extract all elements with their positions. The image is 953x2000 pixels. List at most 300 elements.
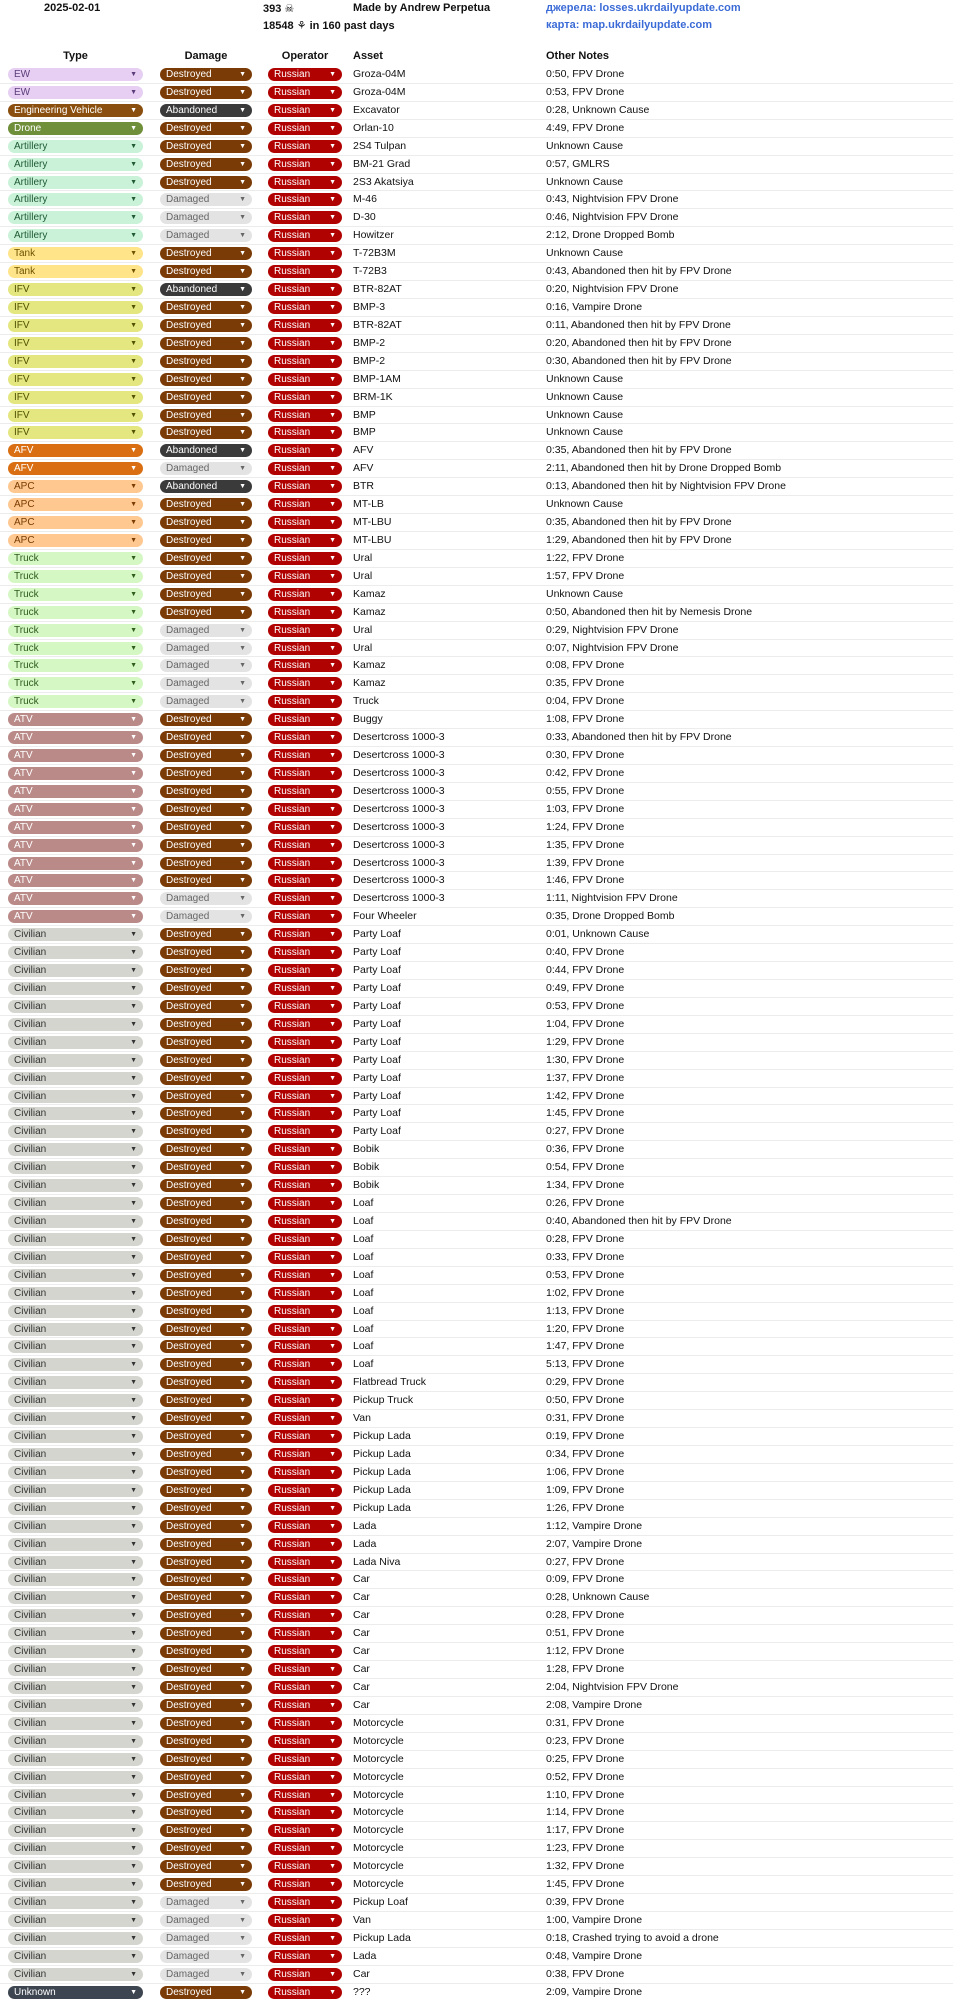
- type-dropdown[interactable]: [8, 695, 143, 708]
- damage-dropdown[interactable]: [160, 1466, 252, 1479]
- type-dropdown[interactable]: [8, 158, 143, 171]
- damage-dropdown[interactable]: [160, 337, 252, 350]
- operator-dropdown[interactable]: [268, 158, 342, 171]
- damage-dropdown[interactable]: [160, 1842, 252, 1855]
- operator-dropdown[interactable]: [268, 982, 342, 995]
- operator-dropdown[interactable]: [268, 892, 342, 905]
- type-dropdown[interactable]: [8, 1448, 143, 1461]
- damage-dropdown[interactable]: [160, 839, 252, 852]
- operator-dropdown[interactable]: [268, 319, 342, 332]
- operator-dropdown[interactable]: [268, 1143, 342, 1156]
- operator-dropdown[interactable]: [268, 498, 342, 511]
- damage-dropdown[interactable]: [160, 606, 252, 619]
- operator-dropdown[interactable]: [268, 1072, 342, 1085]
- damage-dropdown[interactable]: [160, 1448, 252, 1461]
- type-dropdown[interactable]: [8, 355, 143, 368]
- operator-dropdown[interactable]: [268, 193, 342, 206]
- operator-dropdown[interactable]: [268, 1107, 342, 1120]
- operator-dropdown[interactable]: [268, 1986, 342, 1999]
- damage-dropdown[interactable]: [160, 1269, 252, 1282]
- type-dropdown[interactable]: [8, 1627, 143, 1640]
- damage-dropdown[interactable]: [160, 1538, 252, 1551]
- operator-dropdown[interactable]: [268, 1556, 342, 1569]
- damage-dropdown[interactable]: [160, 1735, 252, 1748]
- type-dropdown[interactable]: [8, 642, 143, 655]
- damage-dropdown[interactable]: [160, 247, 252, 260]
- type-dropdown[interactable]: [8, 874, 143, 887]
- operator-dropdown[interactable]: [268, 1950, 342, 1963]
- type-dropdown[interactable]: [8, 265, 143, 278]
- operator-dropdown[interactable]: [268, 1269, 342, 1282]
- type-dropdown[interactable]: [8, 1556, 143, 1569]
- damage-dropdown[interactable]: [160, 928, 252, 941]
- operator-dropdown[interactable]: [268, 122, 342, 135]
- type-dropdown[interactable]: [8, 176, 143, 189]
- type-dropdown[interactable]: [8, 839, 143, 852]
- operator-dropdown[interactable]: [268, 785, 342, 798]
- damage-dropdown[interactable]: [160, 265, 252, 278]
- damage-dropdown[interactable]: [160, 1824, 252, 1837]
- type-dropdown[interactable]: [8, 1609, 143, 1622]
- type-dropdown[interactable]: [8, 821, 143, 834]
- operator-dropdown[interactable]: [268, 677, 342, 690]
- damage-dropdown[interactable]: [160, 1860, 252, 1873]
- operator-dropdown[interactable]: [268, 964, 342, 977]
- damage-dropdown[interactable]: [160, 731, 252, 744]
- type-dropdown[interactable]: [8, 749, 143, 762]
- damage-dropdown[interactable]: [160, 1699, 252, 1712]
- damage-dropdown[interactable]: [160, 1018, 252, 1031]
- type-dropdown[interactable]: [8, 1484, 143, 1497]
- operator-dropdown[interactable]: [268, 1215, 342, 1228]
- operator-dropdown[interactable]: [268, 1860, 342, 1873]
- damage-dropdown[interactable]: [160, 1161, 252, 1174]
- operator-dropdown[interactable]: [268, 1448, 342, 1461]
- type-dropdown[interactable]: [8, 785, 143, 798]
- damage-dropdown[interactable]: [160, 122, 252, 135]
- operator-dropdown[interactable]: [268, 552, 342, 565]
- damage-dropdown[interactable]: [160, 193, 252, 206]
- operator-dropdown[interactable]: [268, 373, 342, 386]
- operator-dropdown[interactable]: [268, 534, 342, 547]
- type-dropdown[interactable]: [8, 1753, 143, 1766]
- type-dropdown[interactable]: [8, 337, 143, 350]
- damage-dropdown[interactable]: [160, 1179, 252, 1192]
- type-dropdown[interactable]: [8, 1466, 143, 1479]
- operator-dropdown[interactable]: [268, 140, 342, 153]
- type-dropdown[interactable]: [8, 1054, 143, 1067]
- type-dropdown[interactable]: [8, 1645, 143, 1658]
- type-dropdown[interactable]: [8, 1860, 143, 1873]
- type-dropdown[interactable]: [8, 928, 143, 941]
- damage-dropdown[interactable]: [160, 964, 252, 977]
- damage-dropdown[interactable]: [160, 1914, 252, 1927]
- operator-dropdown[interactable]: [268, 86, 342, 99]
- operator-dropdown[interactable]: [268, 1197, 342, 1210]
- damage-dropdown[interactable]: [160, 1412, 252, 1425]
- damage-dropdown[interactable]: [160, 1502, 252, 1515]
- type-dropdown[interactable]: [8, 1806, 143, 1819]
- operator-dropdown[interactable]: [268, 229, 342, 242]
- operator-dropdown[interactable]: [268, 1824, 342, 1837]
- damage-dropdown[interactable]: [160, 1233, 252, 1246]
- operator-dropdown[interactable]: [268, 1502, 342, 1515]
- damage-dropdown[interactable]: [160, 1663, 252, 1676]
- type-dropdown[interactable]: [8, 68, 143, 81]
- damage-dropdown[interactable]: [160, 1376, 252, 1389]
- damage-dropdown[interactable]: [160, 158, 252, 171]
- type-dropdown[interactable]: [8, 140, 143, 153]
- type-dropdown[interactable]: [8, 624, 143, 637]
- damage-dropdown[interactable]: [160, 355, 252, 368]
- operator-dropdown[interactable]: [268, 104, 342, 117]
- damage-dropdown[interactable]: [160, 1090, 252, 1103]
- type-dropdown[interactable]: [8, 1161, 143, 1174]
- damage-dropdown[interactable]: [160, 1484, 252, 1497]
- operator-dropdown[interactable]: [268, 1932, 342, 1945]
- operator-dropdown[interactable]: [268, 946, 342, 959]
- damage-dropdown[interactable]: [160, 480, 252, 493]
- type-dropdown[interactable]: [8, 1143, 143, 1156]
- type-dropdown[interactable]: [8, 1340, 143, 1353]
- type-dropdown[interactable]: [8, 1090, 143, 1103]
- operator-dropdown[interactable]: [268, 857, 342, 870]
- operator-dropdown[interactable]: [268, 337, 342, 350]
- type-dropdown[interactable]: [8, 1681, 143, 1694]
- operator-dropdown[interactable]: [268, 247, 342, 260]
- damage-dropdown[interactable]: [160, 1394, 252, 1407]
- type-dropdown[interactable]: [8, 1914, 143, 1927]
- type-dropdown[interactable]: [8, 462, 143, 475]
- type-dropdown[interactable]: [8, 1358, 143, 1371]
- damage-dropdown[interactable]: [160, 1072, 252, 1085]
- type-dropdown[interactable]: [8, 982, 143, 995]
- type-dropdown[interactable]: [8, 1573, 143, 1586]
- operator-dropdown[interactable]: [268, 1090, 342, 1103]
- type-dropdown[interactable]: [8, 1520, 143, 1533]
- damage-dropdown[interactable]: [160, 1986, 252, 1999]
- operator-dropdown[interactable]: [268, 1484, 342, 1497]
- operator-dropdown[interactable]: [268, 1627, 342, 1640]
- type-dropdown[interactable]: [8, 1179, 143, 1192]
- type-dropdown[interactable]: [8, 964, 143, 977]
- type-dropdown[interactable]: [8, 1287, 143, 1300]
- type-dropdown[interactable]: [8, 1896, 143, 1909]
- damage-dropdown[interactable]: [160, 1305, 252, 1318]
- operator-dropdown[interactable]: [268, 1896, 342, 1909]
- operator-dropdown[interactable]: [268, 462, 342, 475]
- type-dropdown[interactable]: [8, 1036, 143, 1049]
- operator-dropdown[interactable]: [268, 1000, 342, 1013]
- type-dropdown[interactable]: [8, 1251, 143, 1264]
- type-dropdown[interactable]: [8, 373, 143, 386]
- damage-dropdown[interactable]: [160, 1107, 252, 1120]
- operator-dropdown[interactable]: [268, 642, 342, 655]
- damage-dropdown[interactable]: [160, 498, 252, 511]
- damage-dropdown[interactable]: [160, 462, 252, 475]
- type-dropdown[interactable]: [8, 1269, 143, 1282]
- type-dropdown[interactable]: [8, 1771, 143, 1784]
- operator-dropdown[interactable]: [268, 1305, 342, 1318]
- damage-dropdown[interactable]: [160, 1932, 252, 1945]
- operator-dropdown[interactable]: [268, 1753, 342, 1766]
- operator-dropdown[interactable]: [268, 928, 342, 941]
- operator-dropdown[interactable]: [268, 265, 342, 278]
- operator-dropdown[interactable]: [268, 1394, 342, 1407]
- operator-dropdown[interactable]: [268, 1735, 342, 1748]
- operator-dropdown[interactable]: [268, 1717, 342, 1730]
- map-link[interactable]: карта: map.ukrdailyupdate.com: [546, 19, 713, 31]
- damage-dropdown[interactable]: [160, 1573, 252, 1586]
- operator-dropdown[interactable]: [268, 803, 342, 816]
- damage-dropdown[interactable]: [160, 785, 252, 798]
- damage-dropdown[interactable]: [160, 1950, 252, 1963]
- damage-dropdown[interactable]: [160, 1520, 252, 1533]
- operator-dropdown[interactable]: [268, 749, 342, 762]
- damage-dropdown[interactable]: [160, 283, 252, 296]
- damage-dropdown[interactable]: [160, 1627, 252, 1640]
- operator-dropdown[interactable]: [268, 1609, 342, 1622]
- damage-dropdown[interactable]: [160, 1215, 252, 1228]
- type-dropdown[interactable]: [8, 211, 143, 224]
- operator-dropdown[interactable]: [268, 695, 342, 708]
- operator-dropdown[interactable]: [268, 570, 342, 583]
- type-dropdown[interactable]: [8, 910, 143, 923]
- damage-dropdown[interactable]: [160, 1771, 252, 1784]
- type-dropdown[interactable]: [8, 480, 143, 493]
- damage-dropdown[interactable]: [160, 910, 252, 923]
- type-dropdown[interactable]: [8, 1430, 143, 1443]
- damage-dropdown[interactable]: [160, 1197, 252, 1210]
- type-dropdown[interactable]: [8, 803, 143, 816]
- type-dropdown[interactable]: [8, 1233, 143, 1246]
- type-dropdown[interactable]: [8, 552, 143, 565]
- operator-dropdown[interactable]: [268, 1251, 342, 1264]
- type-dropdown[interactable]: [8, 391, 143, 404]
- damage-dropdown[interactable]: [160, 874, 252, 887]
- operator-dropdown[interactable]: [268, 1968, 342, 1981]
- damage-dropdown[interactable]: [160, 803, 252, 816]
- operator-dropdown[interactable]: [268, 1681, 342, 1694]
- operator-dropdown[interactable]: [268, 1233, 342, 1246]
- operator-dropdown[interactable]: [268, 176, 342, 189]
- damage-dropdown[interactable]: [160, 713, 252, 726]
- operator-dropdown[interactable]: [268, 624, 342, 637]
- type-dropdown[interactable]: [8, 1699, 143, 1712]
- operator-dropdown[interactable]: [268, 1376, 342, 1389]
- type-dropdown[interactable]: [8, 713, 143, 726]
- operator-dropdown[interactable]: [268, 821, 342, 834]
- operator-dropdown[interactable]: [268, 1340, 342, 1353]
- damage-dropdown[interactable]: [160, 1878, 252, 1891]
- type-dropdown[interactable]: [8, 1376, 143, 1389]
- type-dropdown[interactable]: [8, 1950, 143, 1963]
- operator-dropdown[interactable]: [268, 713, 342, 726]
- damage-dropdown[interactable]: [160, 1323, 252, 1336]
- type-dropdown[interactable]: [8, 86, 143, 99]
- type-dropdown[interactable]: [8, 1072, 143, 1085]
- damage-dropdown[interactable]: [160, 229, 252, 242]
- type-dropdown[interactable]: [8, 1789, 143, 1802]
- damage-dropdown[interactable]: [160, 391, 252, 404]
- type-dropdown[interactable]: [8, 1394, 143, 1407]
- type-dropdown[interactable]: [8, 1735, 143, 1748]
- damage-dropdown[interactable]: [160, 892, 252, 905]
- damage-dropdown[interactable]: [160, 104, 252, 117]
- operator-dropdown[interactable]: [268, 1018, 342, 1031]
- operator-dropdown[interactable]: [268, 301, 342, 314]
- operator-dropdown[interactable]: [268, 1125, 342, 1138]
- damage-dropdown[interactable]: [160, 767, 252, 780]
- type-dropdown[interactable]: [8, 1215, 143, 1228]
- damage-dropdown[interactable]: [160, 1143, 252, 1156]
- damage-dropdown[interactable]: [160, 821, 252, 834]
- operator-dropdown[interactable]: [268, 283, 342, 296]
- operator-dropdown[interactable]: [268, 1789, 342, 1802]
- damage-dropdown[interactable]: [160, 1896, 252, 1909]
- type-dropdown[interactable]: [8, 1663, 143, 1676]
- operator-dropdown[interactable]: [268, 1914, 342, 1927]
- damage-dropdown[interactable]: [160, 301, 252, 314]
- operator-dropdown[interactable]: [268, 1036, 342, 1049]
- damage-dropdown[interactable]: [160, 642, 252, 655]
- operator-dropdown[interactable]: [268, 1591, 342, 1604]
- operator-dropdown[interactable]: [268, 409, 342, 422]
- damage-dropdown[interactable]: [160, 570, 252, 583]
- damage-dropdown[interactable]: [160, 1430, 252, 1443]
- operator-dropdown[interactable]: [268, 1323, 342, 1336]
- type-dropdown[interactable]: [8, 193, 143, 206]
- type-dropdown[interactable]: [8, 1538, 143, 1551]
- operator-dropdown[interactable]: [268, 1842, 342, 1855]
- damage-dropdown[interactable]: [160, 1591, 252, 1604]
- operator-dropdown[interactable]: [268, 1466, 342, 1479]
- damage-dropdown[interactable]: [160, 140, 252, 153]
- damage-dropdown[interactable]: [160, 946, 252, 959]
- type-dropdown[interactable]: [8, 301, 143, 314]
- type-dropdown[interactable]: [8, 659, 143, 672]
- type-dropdown[interactable]: [8, 409, 143, 422]
- type-dropdown[interactable]: [8, 1305, 143, 1318]
- operator-dropdown[interactable]: [268, 1412, 342, 1425]
- damage-dropdown[interactable]: [160, 552, 252, 565]
- damage-dropdown[interactable]: [160, 1556, 252, 1569]
- damage-dropdown[interactable]: [160, 211, 252, 224]
- type-dropdown[interactable]: [8, 534, 143, 547]
- operator-dropdown[interactable]: [268, 1806, 342, 1819]
- type-dropdown[interactable]: [8, 229, 143, 242]
- operator-dropdown[interactable]: [268, 1179, 342, 1192]
- operator-dropdown[interactable]: [268, 1358, 342, 1371]
- damage-dropdown[interactable]: [160, 1681, 252, 1694]
- damage-dropdown[interactable]: [160, 444, 252, 457]
- damage-dropdown[interactable]: [160, 857, 252, 870]
- sources-link[interactable]: джерела: losses.ukrdailyupdate.com: [546, 2, 741, 14]
- operator-dropdown[interactable]: [268, 731, 342, 744]
- damage-dropdown[interactable]: [160, 1036, 252, 1049]
- damage-dropdown[interactable]: [160, 1789, 252, 1802]
- type-dropdown[interactable]: [8, 283, 143, 296]
- type-dropdown[interactable]: [8, 731, 143, 744]
- type-dropdown[interactable]: [8, 857, 143, 870]
- type-dropdown[interactable]: [8, 247, 143, 260]
- type-dropdown[interactable]: [8, 104, 143, 117]
- type-dropdown[interactable]: [8, 570, 143, 583]
- type-dropdown[interactable]: [8, 1932, 143, 1945]
- operator-dropdown[interactable]: [268, 1054, 342, 1067]
- operator-dropdown[interactable]: [268, 1287, 342, 1300]
- type-dropdown[interactable]: [8, 588, 143, 601]
- damage-dropdown[interactable]: [160, 1125, 252, 1138]
- operator-dropdown[interactable]: [268, 767, 342, 780]
- operator-dropdown[interactable]: [268, 1161, 342, 1174]
- operator-dropdown[interactable]: [268, 211, 342, 224]
- type-dropdown[interactable]: [8, 1878, 143, 1891]
- type-dropdown[interactable]: [8, 444, 143, 457]
- type-dropdown[interactable]: [8, 1842, 143, 1855]
- damage-dropdown[interactable]: [160, 1340, 252, 1353]
- type-dropdown[interactable]: [8, 1323, 143, 1336]
- type-dropdown[interactable]: [8, 1968, 143, 1981]
- type-dropdown[interactable]: [8, 426, 143, 439]
- damage-dropdown[interactable]: [160, 624, 252, 637]
- type-dropdown[interactable]: [8, 1591, 143, 1604]
- damage-dropdown[interactable]: [160, 1287, 252, 1300]
- damage-dropdown[interactable]: [160, 659, 252, 672]
- damage-dropdown[interactable]: [160, 1753, 252, 1766]
- type-dropdown[interactable]: [8, 516, 143, 529]
- damage-dropdown[interactable]: [160, 1054, 252, 1067]
- damage-dropdown[interactable]: [160, 86, 252, 99]
- operator-dropdown[interactable]: [268, 355, 342, 368]
- damage-dropdown[interactable]: [160, 176, 252, 189]
- damage-dropdown[interactable]: [160, 534, 252, 547]
- damage-dropdown[interactable]: [160, 1717, 252, 1730]
- damage-dropdown[interactable]: [160, 319, 252, 332]
- type-dropdown[interactable]: [8, 1018, 143, 1031]
- operator-dropdown[interactable]: [268, 1663, 342, 1676]
- operator-dropdown[interactable]: [268, 1573, 342, 1586]
- damage-dropdown[interactable]: [160, 1000, 252, 1013]
- type-dropdown[interactable]: [8, 1000, 143, 1013]
- operator-dropdown[interactable]: [268, 480, 342, 493]
- damage-dropdown[interactable]: [160, 677, 252, 690]
- operator-dropdown[interactable]: [268, 910, 342, 923]
- damage-dropdown[interactable]: [160, 982, 252, 995]
- damage-dropdown[interactable]: [160, 749, 252, 762]
- type-dropdown[interactable]: [8, 767, 143, 780]
- type-dropdown[interactable]: [8, 498, 143, 511]
- damage-dropdown[interactable]: [160, 373, 252, 386]
- damage-dropdown[interactable]: [160, 68, 252, 81]
- damage-dropdown[interactable]: [160, 1645, 252, 1658]
- damage-dropdown[interactable]: [160, 1609, 252, 1622]
- operator-dropdown[interactable]: [268, 1771, 342, 1784]
- damage-dropdown[interactable]: [160, 1251, 252, 1264]
- damage-dropdown[interactable]: [160, 695, 252, 708]
- operator-dropdown[interactable]: [268, 68, 342, 81]
- damage-dropdown[interactable]: [160, 588, 252, 601]
- operator-dropdown[interactable]: [268, 1645, 342, 1658]
- operator-dropdown[interactable]: [268, 606, 342, 619]
- operator-dropdown[interactable]: [268, 588, 342, 601]
- type-dropdown[interactable]: [8, 606, 143, 619]
- type-dropdown[interactable]: [8, 1717, 143, 1730]
- type-dropdown[interactable]: [8, 1107, 143, 1120]
- type-dropdown[interactable]: [8, 122, 143, 135]
- operator-dropdown[interactable]: [268, 1520, 342, 1533]
- type-dropdown[interactable]: [8, 1412, 143, 1425]
